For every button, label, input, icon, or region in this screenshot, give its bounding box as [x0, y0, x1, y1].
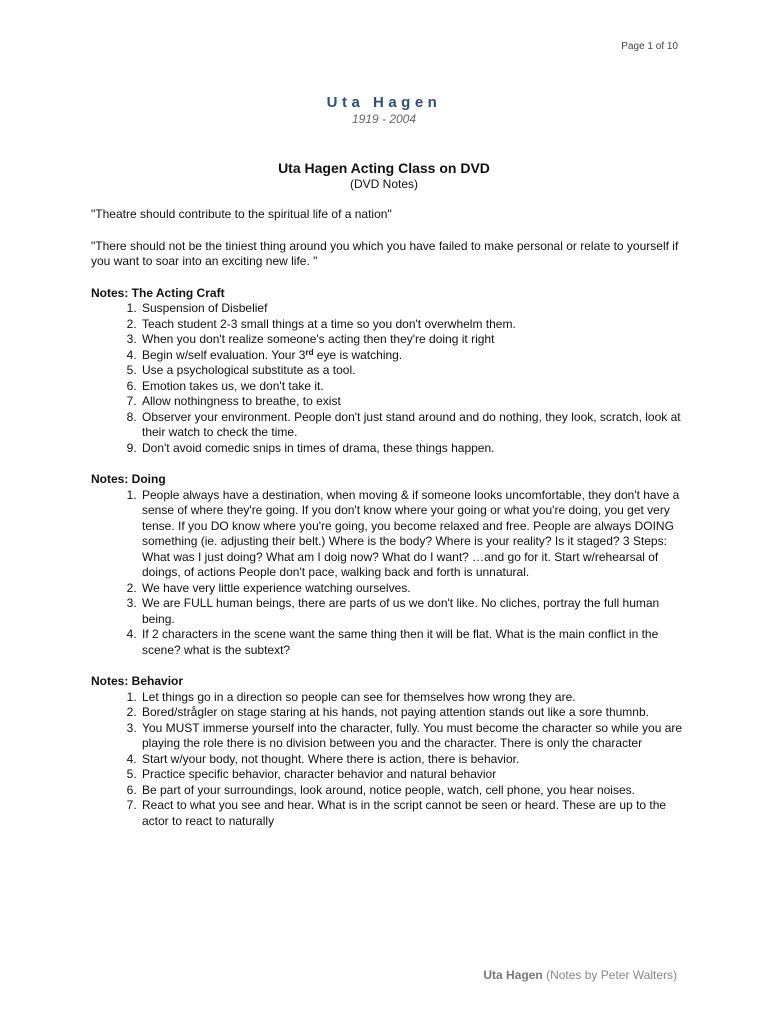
page-footer	[483, 968, 677, 982]
list-item: 4. Start w/your body, not thought. Where there is action, there is behavior.	[140, 752, 691, 768]
ordinal-superscript: rd	[305, 347, 314, 357]
section-acting-craft	[91, 286, 691, 457]
footer-note: (Notes by Peter Walters)	[546, 968, 677, 982]
list-item: 3. We are FULL human beings, there are parts of us we don't like. No cliches, portray the full human being.	[140, 596, 691, 627]
list-item: 3. When you don't realize someone's acting then they're doing it right	[140, 332, 691, 348]
author-name: Uta Hagen	[326, 94, 442, 111]
numbered-list	[91, 488, 691, 659]
numbered-list	[91, 690, 691, 830]
list-item: 2. We have very little experience watching ourselves.	[140, 581, 691, 597]
document-subtitle: (DVD Notes)	[349, 177, 418, 191]
quote: "Theatre should contribute to the spiritual life of a nation"	[91, 207, 392, 221]
quote: "There should not be the tiniest thing around you which you have failed to make personal or relate to yourself if you want to soar into an exciting new life. "	[91, 238, 679, 268]
list-item: 7. Allow nothingness to breathe, to exist	[140, 394, 691, 410]
list-item: 4. If 2 characters in the scene want the same thing then it will be flat. What is the main conflict in the scene? what is the subtext?	[140, 627, 691, 658]
list-item: 2. Teach student 2-3 small things at a time so you don't overwhelm them.	[140, 317, 691, 333]
list-item	[140, 348, 691, 364]
list-item: 5. Practice specific behavior, character behavior and natural behavior	[140, 767, 691, 783]
document-body	[91, 207, 691, 829]
list-item: 9. Don't avoid comedic snips in times of drama, these things happen.	[140, 441, 691, 457]
section-heading: Notes: Doing	[91, 472, 166, 486]
list-item: 6. Be part of your surroundings, look around, notice people, watch, cell phone, you hear noises.	[140, 783, 691, 799]
list-item: 1. People always have a destination, when moving & if someone looks uncomfortable, they don't have a sense of where they're going. If you don't know where your going or what you're doing, you get very tense. If you DO know where you're going, you become relaxed and free. People are always DOING something (ie. adjusting their belt.) Where is the body? Where is your reality? Is it staged? 3 Steps: What was I just doing? What am I doig now? What do I want? …and go for it. Start w/rehearsal of doings, of actions People don't pace, walking back and forth is unnatural.	[140, 488, 691, 581]
list-item: 2. Bored/strågler on stage staring at his hands, not paying attention stands out like a sore thumnb.	[140, 705, 691, 721]
list-item-text: eye is watching.	[313, 347, 403, 362]
list-item-text: Begin w/self evaluation. Your 3	[142, 347, 306, 362]
section-heading: Notes: Behavior	[91, 674, 184, 688]
numbered-list	[91, 301, 691, 456]
list-item: 6. Emotion takes us, we don't take it.	[140, 379, 691, 395]
list-item: 1. Let things go in a direction so people can see for themselves how wrong they are.	[140, 690, 691, 706]
footer-author: Uta Hagen	[483, 968, 543, 982]
document-title-block	[0, 160, 768, 192]
list-item: 7. React to what you see and hear. What is in the script cannot be seen or heard. These are up to the actor to react to naturally	[140, 798, 691, 829]
list-item: 3. You MUST immerse yourself into the character, fully. You must become the character so while you are playing the role there is no division between you and the character. There is only the character	[140, 721, 691, 752]
author-years: 1919 - 2004	[351, 112, 417, 126]
list-item: 8. Observer your environment. People don't just stand around and do nothing, they look, scratch, look at their watch to check the time.	[140, 410, 691, 441]
list-item: 1. Suspension of Disbelief	[140, 301, 691, 317]
section-behavior	[91, 674, 691, 829]
list-item: 5. Use a psychological substitute as a tool.	[140, 363, 691, 379]
document-title: Uta Hagen Acting Class on DVD	[278, 160, 490, 176]
section-doing	[91, 472, 691, 658]
page-number: Page 1 of 10	[621, 41, 678, 52]
section-heading: Notes: The Acting Craft	[91, 285, 225, 300]
author-header	[0, 94, 768, 127]
